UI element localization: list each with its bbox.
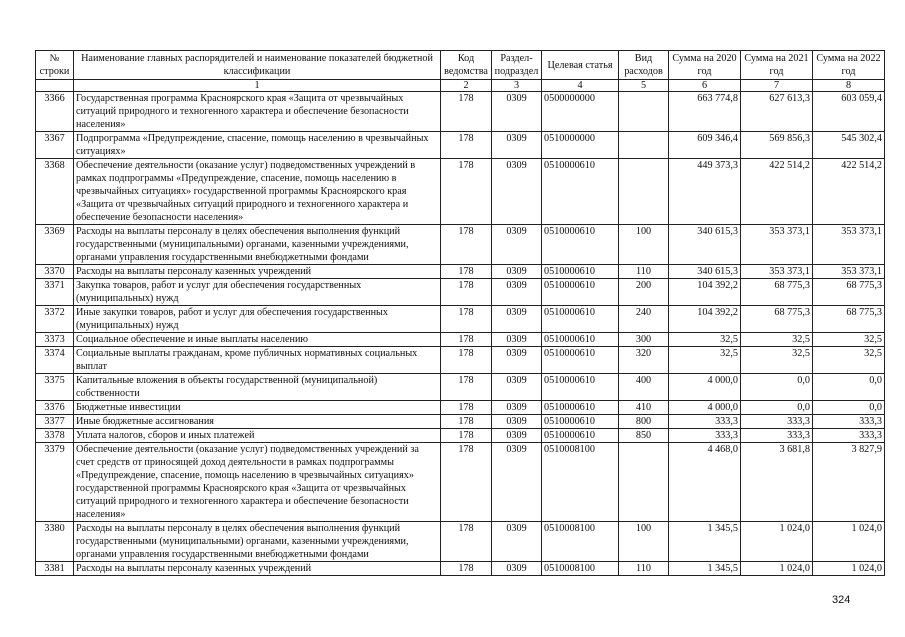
column-number: 5 xyxy=(619,80,669,92)
row-sum-2020: 104 392,2 xyxy=(669,306,741,333)
row-section: 0309 xyxy=(492,347,542,374)
row-number: 3375 xyxy=(36,374,74,401)
row-sum-2022: 353 373,1 xyxy=(813,225,885,265)
row-section: 0309 xyxy=(492,429,542,443)
row-sum-2021: 1 024,0 xyxy=(741,522,813,562)
row-sum-2021: 32,5 xyxy=(741,333,813,347)
row-sum-2022: 0,0 xyxy=(813,401,885,415)
column-number-row xyxy=(36,80,885,92)
row-expense-type xyxy=(619,159,669,225)
row-section: 0309 xyxy=(492,562,542,576)
table-row xyxy=(36,279,885,306)
row-number: 3373 xyxy=(36,333,74,347)
table-row xyxy=(36,374,885,401)
table-header xyxy=(36,51,885,92)
table-body xyxy=(36,92,885,576)
row-name: Подпрограмма «Предупреждение, спасение, помощь населению в чрезвычайных ситуациях» xyxy=(74,132,441,159)
row-name: Социальное обеспечение и иные выплаты населению xyxy=(74,333,441,347)
column-number: 3 xyxy=(492,80,542,92)
row-name: Бюджетные инвестиции xyxy=(74,401,441,415)
header-dept-code: Код ведомства xyxy=(441,51,492,80)
row-sum-2022: 333,3 xyxy=(813,429,885,443)
row-sum-2020: 449 373,3 xyxy=(669,159,741,225)
table-row xyxy=(36,333,885,347)
row-dept-code: 178 xyxy=(441,443,492,522)
column-number: 1 xyxy=(74,80,441,92)
row-expense-type xyxy=(619,132,669,159)
row-target-article: 0500000000 xyxy=(542,92,619,132)
row-dept-code: 178 xyxy=(441,306,492,333)
table-row xyxy=(36,92,885,132)
row-sum-2021: 333,3 xyxy=(741,429,813,443)
row-sum-2020: 340 615,3 xyxy=(669,225,741,265)
row-target-article: 0510000610 xyxy=(542,347,619,374)
table-row xyxy=(36,401,885,415)
row-number: 3378 xyxy=(36,429,74,443)
row-section: 0309 xyxy=(492,415,542,429)
budget-table xyxy=(35,50,885,576)
row-number: 3368 xyxy=(36,159,74,225)
row-dept-code: 178 xyxy=(441,333,492,347)
row-name: Расходы на выплаты персоналу в целях обеспечения выполнения функций государственными (муниципальными) органами, казенными учреждениями, органами управления государственными внебюджетными фондами xyxy=(74,522,441,562)
header-row-no: № строки xyxy=(36,51,74,80)
row-sum-2021: 32,5 xyxy=(741,347,813,374)
row-number: 3372 xyxy=(36,306,74,333)
header-sum-2020: Сумма на 2020 год xyxy=(669,51,741,80)
row-section: 0309 xyxy=(492,333,542,347)
table-row xyxy=(36,562,885,576)
table-row xyxy=(36,443,885,522)
row-number: 3381 xyxy=(36,562,74,576)
row-section: 0309 xyxy=(492,265,542,279)
row-expense-type: 400 xyxy=(619,374,669,401)
row-dept-code: 178 xyxy=(441,132,492,159)
row-number: 3366 xyxy=(36,92,74,132)
row-target-article: 0510000610 xyxy=(542,306,619,333)
row-dept-code: 178 xyxy=(441,429,492,443)
row-name: Иные бюджетные ассигнования xyxy=(74,415,441,429)
row-section: 0309 xyxy=(492,401,542,415)
row-dept-code: 178 xyxy=(441,92,492,132)
row-name: Социальные выплаты гражданам, кроме публичных нормативных социальных выплат xyxy=(74,347,441,374)
row-sum-2021: 353 373,1 xyxy=(741,225,813,265)
row-sum-2020: 32,5 xyxy=(669,347,741,374)
row-expense-type: 320 xyxy=(619,347,669,374)
row-sum-2020: 32,5 xyxy=(669,333,741,347)
row-expense-type: 200 xyxy=(619,279,669,306)
table-row xyxy=(36,159,885,225)
row-target-article: 0510000610 xyxy=(542,159,619,225)
row-target-article: 0510000610 xyxy=(542,415,619,429)
row-sum-2022: 1 024,0 xyxy=(813,522,885,562)
row-sum-2021: 333,3 xyxy=(741,415,813,429)
row-number: 3379 xyxy=(36,443,74,522)
row-expense-type: 100 xyxy=(619,522,669,562)
row-sum-2021: 422 514,2 xyxy=(741,159,813,225)
row-dept-code: 178 xyxy=(441,279,492,306)
row-section: 0309 xyxy=(492,159,542,225)
row-name: Иные закупки товаров, работ и услуг для обеспечения государственных (муниципальных) нужд xyxy=(74,306,441,333)
row-number: 3376 xyxy=(36,401,74,415)
header-row xyxy=(36,51,885,80)
row-number: 3369 xyxy=(36,225,74,265)
row-expense-type: 300 xyxy=(619,333,669,347)
row-section: 0309 xyxy=(492,374,542,401)
row-dept-code: 178 xyxy=(441,159,492,225)
row-dept-code: 178 xyxy=(441,415,492,429)
row-target-article: 0510008100 xyxy=(542,562,619,576)
row-sum-2021: 0,0 xyxy=(741,374,813,401)
row-dept-code: 178 xyxy=(441,347,492,374)
row-name: Обеспечение деятельности (оказание услуг) подведомственных учреждений в рамках подпрограммы «Предупреждение, спасение, помощь населению в чрезвычайных ситуациях» государственной программы Красноярского края «Защита от чрезвычайных ситуаций природного и техногенного характера и обеспечение безопасности населения» xyxy=(74,159,441,225)
row-sum-2021: 569 856,3 xyxy=(741,132,813,159)
row-sum-2022: 545 302,4 xyxy=(813,132,885,159)
row-name: Капитальные вложения в объекты государственной (муниципальной) собственности xyxy=(74,374,441,401)
row-sum-2021: 68 775,3 xyxy=(741,279,813,306)
row-target-article: 0510000610 xyxy=(542,265,619,279)
row-sum-2022: 1 024,0 xyxy=(813,562,885,576)
row-expense-type: 110 xyxy=(619,265,669,279)
row-target-article: 0510000610 xyxy=(542,225,619,265)
page-number: 324 xyxy=(832,594,851,606)
row-sum-2021: 0,0 xyxy=(741,401,813,415)
row-number: 3370 xyxy=(36,265,74,279)
column-number: 7 xyxy=(741,80,813,92)
row-sum-2020: 4 000,0 xyxy=(669,401,741,415)
row-expense-type: 110 xyxy=(619,562,669,576)
row-target-article: 0510008100 xyxy=(542,522,619,562)
row-name: Обеспечение деятельности (оказание услуг) подведомственных учреждений за счет средств от приносящей доход деятельности в рамках подпрограммы «Предупреждение, спасение, помощь населению в чрезвычайных ситуациях» государственной программы Красноярского края «Защита от чрезвычайных ситуаций природного и техногенного характера и обеспечение безопасности населения» xyxy=(74,443,441,522)
row-sum-2022: 32,5 xyxy=(813,333,885,347)
row-dept-code: 178 xyxy=(441,522,492,562)
row-sum-2020: 1 345,5 xyxy=(669,522,741,562)
row-sum-2022: 32,5 xyxy=(813,347,885,374)
header-sum-2022: Сумма на 2022 год xyxy=(813,51,885,80)
row-sum-2021: 627 613,3 xyxy=(741,92,813,132)
row-dept-code: 178 xyxy=(441,265,492,279)
row-dept-code: 178 xyxy=(441,401,492,415)
row-dept-code: 178 xyxy=(441,562,492,576)
row-target-article: 0510000610 xyxy=(542,429,619,443)
row-target-article: 0510000610 xyxy=(542,401,619,415)
row-section: 0309 xyxy=(492,443,542,522)
row-dept-code: 178 xyxy=(441,225,492,265)
column-number: 8 xyxy=(813,80,885,92)
row-expense-type xyxy=(619,443,669,522)
row-name: Расходы на выплаты персоналу в целях обеспечения выполнения функций государственными (муниципальными) органами, казенными учреждениями, органами управления государственными внебюджетными фондами xyxy=(74,225,441,265)
row-number: 3374 xyxy=(36,347,74,374)
row-section: 0309 xyxy=(492,132,542,159)
row-number: 3377 xyxy=(36,415,74,429)
row-name: Расходы на выплаты персоналу казенных учреждений xyxy=(74,265,441,279)
row-sum-2021: 353 373,1 xyxy=(741,265,813,279)
row-number: 3367 xyxy=(36,132,74,159)
row-expense-type: 410 xyxy=(619,401,669,415)
row-name: Уплата налогов, сборов и иных платежей xyxy=(74,429,441,443)
row-section: 0309 xyxy=(492,225,542,265)
column-number xyxy=(36,80,74,92)
row-target-article: 0510000610 xyxy=(542,333,619,347)
row-sum-2022: 603 059,4 xyxy=(813,92,885,132)
row-expense-type: 100 xyxy=(619,225,669,265)
table-row xyxy=(36,415,885,429)
column-number: 6 xyxy=(669,80,741,92)
row-name: Закупка товаров, работ и услуг для обеспечения государственных (муниципальных) нужд xyxy=(74,279,441,306)
header-name: Наименование главных распорядителей и наименование показателей бюджетной классификации xyxy=(74,51,441,80)
header-expense-type: Вид расходов xyxy=(619,51,669,80)
row-expense-type: 240 xyxy=(619,306,669,333)
column-number: 4 xyxy=(542,80,619,92)
header-sum-2021: Сумма на 2021 год xyxy=(741,51,813,80)
row-name: Расходы на выплаты персоналу казенных учреждений xyxy=(74,562,441,576)
row-sum-2022: 0,0 xyxy=(813,374,885,401)
row-section: 0309 xyxy=(492,92,542,132)
row-target-article: 0510008100 xyxy=(542,443,619,522)
row-sum-2021: 68 775,3 xyxy=(741,306,813,333)
row-sum-2020: 4 000,0 xyxy=(669,374,741,401)
row-sum-2020: 333,3 xyxy=(669,429,741,443)
row-sum-2020: 333,3 xyxy=(669,415,741,429)
row-section: 0309 xyxy=(492,522,542,562)
row-sum-2022: 3 827,9 xyxy=(813,443,885,522)
row-sum-2020: 663 774,8 xyxy=(669,92,741,132)
row-sum-2022: 333,3 xyxy=(813,415,885,429)
column-number: 2 xyxy=(441,80,492,92)
row-sum-2020: 4 468,0 xyxy=(669,443,741,522)
row-dept-code: 178 xyxy=(441,374,492,401)
row-section: 0309 xyxy=(492,306,542,333)
row-sum-2020: 1 345,5 xyxy=(669,562,741,576)
header-section: Раздел-подраздел xyxy=(492,51,542,80)
table-row xyxy=(36,347,885,374)
row-number: 3371 xyxy=(36,279,74,306)
row-expense-type: 800 xyxy=(619,415,669,429)
row-sum-2021: 3 681,8 xyxy=(741,443,813,522)
header-target-article: Целевая статья xyxy=(542,51,619,80)
table-row xyxy=(36,429,885,443)
row-sum-2022: 353 373,1 xyxy=(813,265,885,279)
table-row xyxy=(36,265,885,279)
row-target-article: 0510000610 xyxy=(542,279,619,306)
row-sum-2020: 609 346,4 xyxy=(669,132,741,159)
row-section: 0309 xyxy=(492,279,542,306)
row-sum-2021: 1 024,0 xyxy=(741,562,813,576)
row-name: Государственная программа Красноярского края «Защита от чрезвычайных ситуаций природного и техногенного характера и обеспечение безопасности населения» xyxy=(74,92,441,132)
row-sum-2022: 68 775,3 xyxy=(813,306,885,333)
row-number: 3380 xyxy=(36,522,74,562)
row-target-article: 0510000610 xyxy=(542,374,619,401)
table-row xyxy=(36,225,885,265)
table-row xyxy=(36,522,885,562)
row-sum-2020: 340 615,3 xyxy=(669,265,741,279)
row-sum-2022: 422 514,2 xyxy=(813,159,885,225)
table-row xyxy=(36,306,885,333)
row-expense-type xyxy=(619,92,669,132)
row-sum-2020: 104 392,2 xyxy=(669,279,741,306)
table-row xyxy=(36,132,885,159)
row-expense-type: 850 xyxy=(619,429,669,443)
row-target-article: 0510000000 xyxy=(542,132,619,159)
row-sum-2022: 68 775,3 xyxy=(813,279,885,306)
